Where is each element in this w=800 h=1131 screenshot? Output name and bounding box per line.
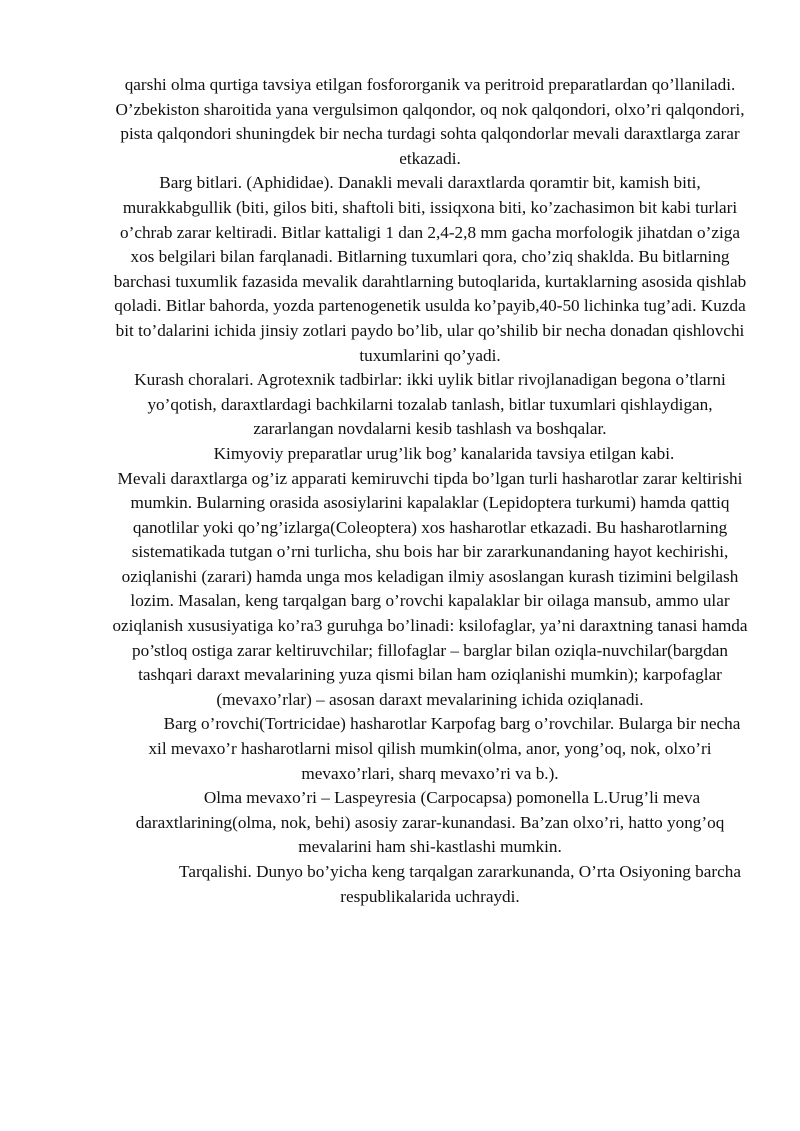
document-page [110,73,750,909]
paragraph-chewing-pests: Mevali daraxtlarga og’iz apparati kemiruvchi tipda bo’lgan turli hasharotlar zarar keltirishi mumkin. Bularning orasida asosiylarini kapalaklar (Lepidoptera turkumi) hamda qattiq qanotlilar yoki qo’ng’izlarga(Coleoptera) xos hasharotlar etkazadi. Bu hasharotlarning sistematikada tutgan o’rni turlicha, shu bois har bir zararkunandaning hayot kechirishi, oziqlanishi (zarari) hamda unga mos keladigan ilmiy asoslangan kurash tizimini belgilash lozim. Masalan, keng tarqalgan barg o’rovchi kapalaklar bir oilaga mansub, ammo ular oziqlanish xususiyatiga ko’ra3 guruhga bo’linadi: ksilofaglar, ya’ni daraxtning tanasi hamda po’stloq ostiga zarar keltiruvchilar; fillofaglar – barglar bilan oziqla-nuvchilar(bargdan tashqari daraxt mevalarining yuza qismi bilan ham oziqlanishi mumkin); karpofaglar (mevaxo’rlar) – asosan daraxt mevalarining ichida oziqlanadi. [112,468,748,709]
paragraph-distribution: Tarqalishi. Dunyo bo’yicha keng tarqalgan zararkunanda, O’rta Osiyoning barcha respublikalarida uchraydi. [179,862,741,906]
paragraph-codling-moth: Olma mevaxo’ri – Laspeyresia (Carpocapsa) pomonella L.Urug’li meva daraxtlarining(olma, nok, behi) asosiy zarar-kunandasi. Ba’zan olxo’ri, hatto yong’oq mevalarini ham shi-kastlashi mumkin. [135,788,725,857]
paragraph-chemical-preparations: Kimyoviy preparatlar urug’lik bog’ kanalarida tavsiya etilgan kabi. [213,443,675,463]
paragraph-aphids: Barg bitlari. (Aphididae). Danakli mevali daraxtlarda qoramtir bit, kamish biti, murakkabgullik (biti, gilos biti, shaftoli biti, issiqxona biti, ko’zachasimon bit kabi turlari o’chrab zarar keltiradi. Bitlar kattaligi 1 dan 2,4-2,8 mm gacha morfologik jihatdan o’ziga xos belgilari bilan farqlanadi. Bitlarning tuxumlari qora, cho’ziq shaklda. Bu bitlarning barchasi tuxumlik fazasida mevalik darahtlarning butoqlarida, kurtaklarning asosida qishlab qoladi. Bitlar bahorda, yozda partenogenetik usulda ko’payib,40-50 lichinka tug’adi. Kuzda bit to’dalarini ichida jinsiy zotlari paydo bo’lib, ular qo’shilib bir necha donadan qishlovchi tuxumlarini qo’yadi. [113,173,747,365]
paragraph-scale-insects: O’zbekiston sharoitida yana vergulsimon qalqondor, oq nok qalqondori, olxo’ri qalqondori, pista qalqondori shuningdek bir necha turdagi sohta qalqondorlar mevali daraxtlarga zarar etkazadi. [115,99,745,168]
paragraph-insecticide-use: qarshi olma qurtiga tavsiya etilgan fosfororganik va peritroid preparatlardan qo’llaniladi. [124,75,736,94]
paragraph-control-measures: Kurash choralari. Agrotexnik tadbirlar: ikki uylik bitlar rivojlanadigan begona o’tlarni yo’qotish, daraxtlardagi bachkilarni tozalab tanlash, bitlar tuxumlari qishlaydigan, zararlangan novdalarni kesib tashlash va boshqalar. [134,370,726,439]
paragraph-leaf-rollers: Barg o’rovchi(Tortricidae) hasharotlar Karpofag barg o’rovchilar. Bularga bir necha xil mevaxo’r hasharotlarni misol qilish mumkin(olma, anor, yong’oq, nok, olxo’ri mevaxo’rlari, sharq mevaxo’ri va b.). [148,714,741,783]
